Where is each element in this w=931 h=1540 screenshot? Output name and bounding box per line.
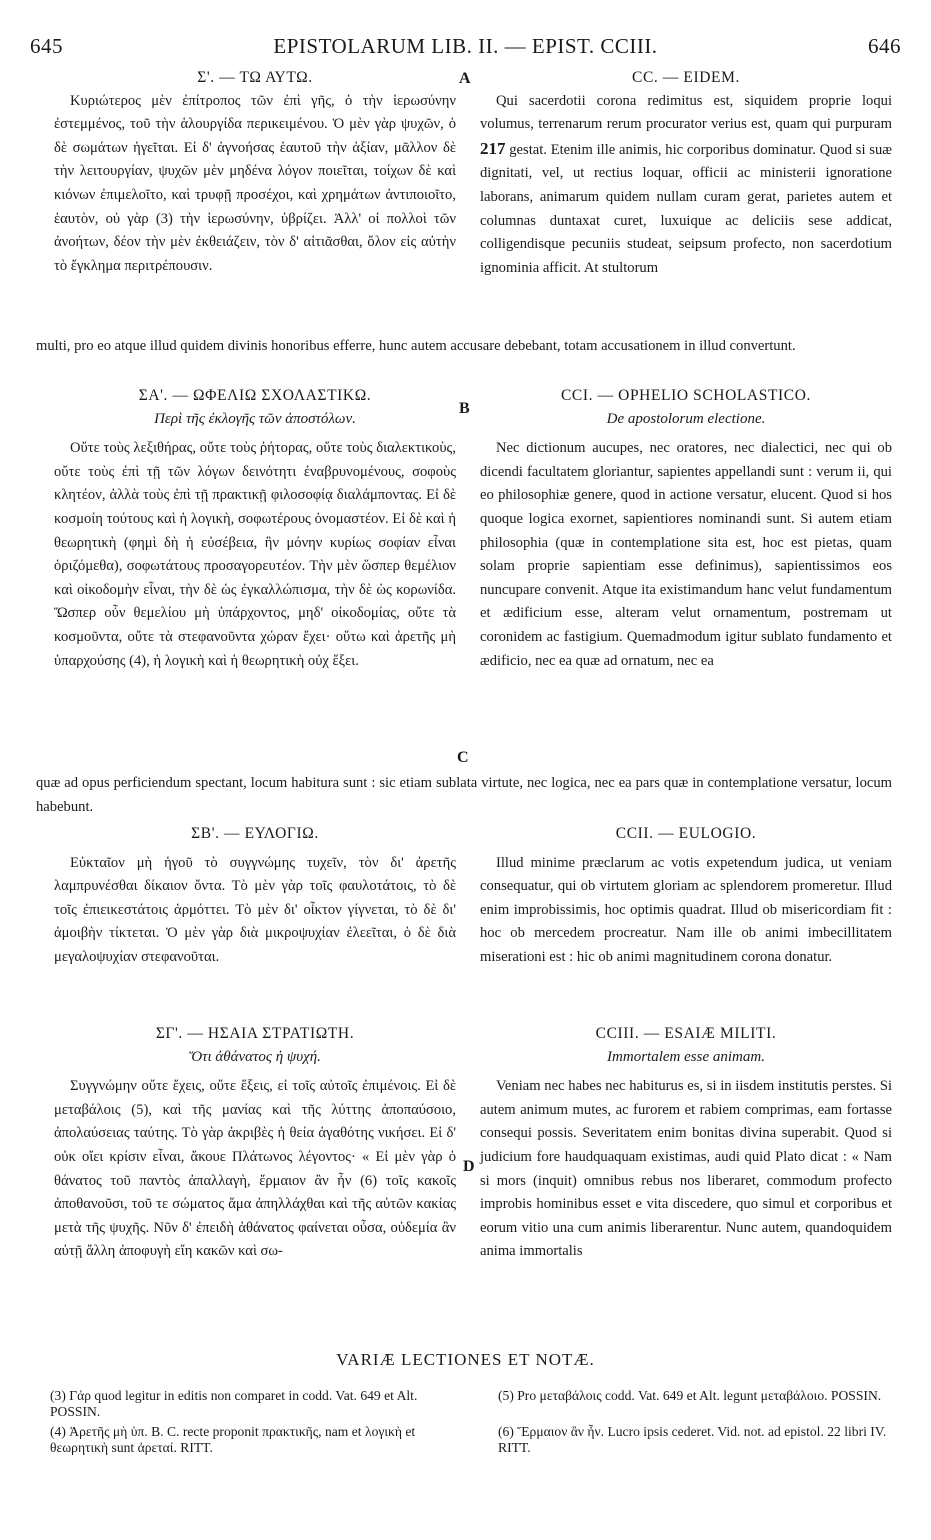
greek-subheading-203: Ὅτι ἀθάνατος ἡ ψυχή. [189,1048,321,1065]
page-ref-number: 217 [480,138,506,158]
note-3: (3) Γάρ quod legitur in editis non comparet in codd. Vat. 649 et Alt. POSSIN. [50,1388,418,1419]
greek-text-201: Οὔτε τοὺς λεξιθήρας, οὔτε τοὺς ῥήτορας, οὔτε τοὺς διαλεκτικοὺς, οὔτε τοὺς ἐπὶ τῇ τῶν λόγων δεινότητι ἐναβρυνομένους, σοφοὺς κλητέον, ἀλλὰ τοὺς ἐπὶ τῇ πρακτικῇ φιλοσοφίᾳ διαλάμποντας. Εἰ δὲ κοσμοίη τούτους καὶ ἡ λογικὴ, σοφωτέρους ὀνομαστέον. Εἰ δὲ καὶ ἡ θεωρητικὴ (φημὶ δὴ ἡ εὐσέβεια, ἣν μόνην κυρίως σοφίαν εἶναι ὁριζόμεθα), σοφωτάτους προσαγορευτέον. Τὴν μὲν ὥσπερ θεμέλιον καὶ οἰκοδομὴν εἶναι, τὴν δὲ ὡς ἐγκαλλώπισμα, τὴν δὲ ὡς κορωνίδα. Ὥσπερ οὖν θεμελίου μὴ ὑπάρχοντος, μηδ' οἰκοδομίας, οὔτε τὰ κοσμοῦντα, οὔτε τὰ στεφανοῦντα χώραν ἔχει· οὕτω καὶ ἀρετῆς μὴ ὑπαρχούσης (4), ἡ λογικὴ καὶ ἡ θεωρητικὴ οὐχ ἕξει. [54,440,456,669]
latin-column-200 [480,66,892,280]
greek-column-201 [54,384,456,673]
greek-column-200 [54,66,456,278]
running-title: EPISTOLARUM LIB. II. — EPIST. CCIII. [273,34,658,58]
greek-column-203 [54,1022,456,1264]
latin-full-200: multi, pro eo atque illud quidem divinis honoribus efferre, hunc autem accusare debebant, totam accusationem in illud convertunt. [36,338,796,354]
latin-text-201: Nec dictionum aucupes, nec oratores, nec dialectici, nec qui ob dicendi facultatem gloriantur, sapientes appellandi sunt : verum ii, qui eo philosophiæ genere, quod in actione versatur, elucent. Quod si hos quoque logica exornet, sapientiores nominandi sunt. Si autem etiam philosophia (quæ in contemplatione sita est, hoc est pietas, quam solam proprie sapientiam esse definimus), sapientissimos eos nuncupare convenit. Atque ita existimandum hanc velut fundamentum et ædificium esse, alteram velut ornamentum, postremam ut coronidem ac fastigium. Quemadmodum igitur sublato fundamento et ædificio, nec ea quæ ad ornatum, nec ea [480,440,892,669]
margin-mark-c: C [457,749,469,766]
greek-subheading-201: Περὶ τῆς ἐκλογῆς τῶν ἀποστόλων. [154,410,356,427]
margin-mark-a: A [459,70,471,87]
latin-heading-201: CCI. — OPHELIO SCHOLASTICO. [560,387,811,404]
greek-text-203: Συγγνώμην οὔτε ἔχεις, οὔτε ἕξεις, εἰ τοῖς αὐτοῖς ἐπιμένοις. Εἰ δὲ μεταβάλοις (5), καὶ τῆς μανίας καὶ τῆς λύττης ἀποπαύσοιο, ἀπολαύσειας ταύτης. Τὸ γὰρ ἀκριβὲς ἡ θεία ἀγαθότης νικήσει. Εἰ δ' οὐκ οἴει κρίσιν εἶναι, ἄκουε Πλάτωνος λέγοντος· « Εἰ μὲν γὰρ ὁ θάνατος τοῦ παντὸς ἀπαλλαγὴ, ἕρμαιον ἂν ἦν (6) τοῖς κακοῖς ἀποθανοῦσι, τοῦ τε σώματος ἅμα ἀπηλλάχθαι καὶ τῆς αὐτῶν κακίας μετὰ τῆς ψυχῆς. Νῦν δ' ἐπειδὴ ἀθάνατος φαίνεται οὖσα, οὐδεμία ἂν αὐτῇ ἄλλη ἀποφυγὴ εἴη κακῶν καὶ σω- [54,1078,456,1260]
latin-column-201 [480,384,892,673]
greek-text-200: Κυριώτερος μὲν ἐπίτροπος τῶν ἐπὶ γῆς, ὁ τὴν ἱερωσύνην ἐστεμμένος, τοῦ τὴν ἁλουργίδα περικειμένου. Ὁ μὲν γὰρ ψυχῶν, ὁ δὲ σωμάτων ἡγεῖται. Εἰ δ' ἀγνοήσας ἑαυτοῦ τὴν ἀξίαν, μᾶλλον δὲ τὴν λειτουργίαν, ψυχῶν μὲν μηδένα λόγον ποιεῖται, τοίχων δὲ καὶ κιόνων ἐπιμελοῖτο, καὶ τρυφῇ προσέχοι, καὶ χρημάτων ἀντιποιοῖτο, ἑαυτὸν, οὐ γὰρ (3) τὴν ἱερωσύνην, ὑβρίζει. Ἀλλ' οἱ πολλοὶ τῶν ἀνοήτων, δέον τὴν μὲν ἐκθειάζειν, τὸν δ' αἰτιᾶσθαι, ὅλον εἰς αὐτὴν τὸ ἔγκλημα περιτρέπουσιν. [54,92,456,274]
latin-text-203: Veniam nec habes nec habiturus es, si in iisdem institutis perstes. Si autem animum mutes, ac furorem et rabiem comprimas, eam fortasse consequi possis. Severitatem enim bonitas divina superabit. Quod si judicium fore haudquaquam existimas, audi quid Plato dicat : « Nam si mors (inquit) omnibus rebus nos liberaret, commodum profecto improbis hominibus esset e vita discedere, quo simul et corporibus et eorum vitio una cum animis liberarentur. Nunc autem, quandoquidem anima immortalis [480,1078,892,1260]
note-6: (6) Ἕρμαιον ἂν ἦν. Lucro ipsis cederet. Vid. not. ad epistol. 22 libri IV. RITT. [498,1424,887,1455]
latin-heading-202: CCII. — EULOGIO. [615,825,757,842]
latin-heading-203: CCIII. — ESAIÆ MILITI. [595,1025,777,1042]
note-4: (4) Ἀρετῆς μὴ ὑπ. B. C. recte proponit πρακτικῆς, nam et λογικὴ et θεωρητικὴ sunt ἀρεταί. RITT. [50,1424,416,1455]
latin-heading-200: CC. — EIDEM. [632,69,740,86]
margin-mark-b: B [459,400,470,417]
greek-column-202 [54,822,456,970]
greek-heading-201: ΣΑ'. — ΩΦΕΛΙΩ ΣΧΟΛΑΣΤΙΚΩ. [138,387,372,404]
page-header [30,34,901,60]
greek-text-202: Εὐκταῖον μὴ ἡγοῦ τὸ συγγνώμης τυχεῖν, τὸν δι' ἀρετῆς λαμπρυνέσθαι δίκαιον ὄντα. Τὸ μὲν γὰρ τοῖς φαυλοτάτοις, τὸ δὲ τοῖς ἐπιεικεστάτοις ἁρμόττει. Τὸ μὲν δι' οἶκτον γίγνεται, τὸ δὲ δι' ἀμοιβὴν τίκτεται. Ὁ μὲν γὰρ διὰ μικροψυχίαν ἐλεεῖται, ὁ δὲ διὰ μεγαλοψυχίαν στεφανοῦται. [54,854,456,965]
page-number-right: 646 [868,34,901,58]
notes-title: VARIÆ LECTIONES ET NOTÆ. [336,1350,595,1369]
latin-column-202 [480,822,892,970]
latin-full-201: quæ ad opus perficiendum spectant, locum habitura sunt : sic etiam sublata virtute, nec logica, nec ea pars quæ in contemplatione versatur, locum habebunt. [36,775,892,815]
note-5: (5) Pro μεταβάλοις codd. Vat. 649 et Alt. legunt μεταβάλοιο. POSSIN. [498,1388,882,1403]
latin-subheading-201: De apostolorum electione. [606,410,766,427]
latin-subheading-203: Immortalem esse animam. [607,1048,765,1065]
page-number-left: 645 [30,34,63,58]
margin-mark-d: D [463,1158,475,1175]
latin-text-202: Illud minime præclarum ac votis expetendum judica, ut veniam consequatur, qui ob virtutem gloriam ac splendorem promeretur. Illud enim improbissimis, hoc optimis quadrat. Illud ob misericordiam fit : hoc ob mercedem procreatur. Nam ille ob animi imbecillitatem miserationi est : hic ob animi magnitudinem corona donatur. [480,854,892,965]
greek-heading-203: ΣΓ'. — ΗΣΑΙΑ ΣΤΡΑΤΙΩΤΗ. [155,1025,355,1042]
greek-heading-202: ΣΒ'. — ΕΥΛΟΓΙΩ. [191,825,319,842]
greek-heading-200: Σ'. — ΤΩ ΑΥΤΩ. [197,69,313,86]
latin-column-203 [480,1022,892,1264]
latin-text-200: Qui sacerdotii corona redimitus est, siquidem proprie loqui volumus, terrenarum rerum procurator verius est, quam qui purpuram 217 gestat. Etenim ille animis, hic corporibus dominatur. Quod si suæ dignitati, vel, ut rectius loquar, officii ac ministerii ignoratione laborans, animarum quidem nullam curam gerat, parietes autem et columnas duntaxat curet, luxuique ac deliciis sese addicat, colligendisque pecuniis studeat, seipsum profecto, non sacerdotium ignominia afficit. At stultorum [480,92,892,276]
